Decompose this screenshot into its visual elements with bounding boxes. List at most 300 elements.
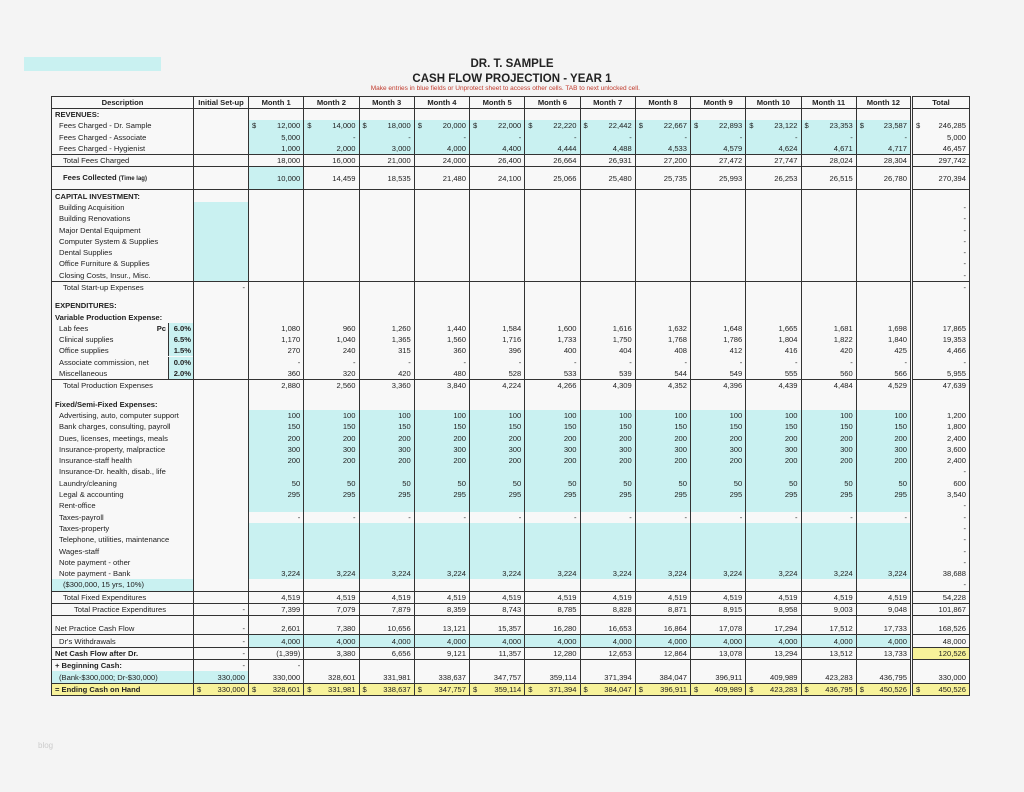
cell-value: - bbox=[297, 357, 301, 367]
month-6-cell[interactable] bbox=[525, 635, 580, 647]
percent-input[interactable]: 1.5% bbox=[168, 345, 193, 356]
row-label-text: Total Fixed Expenditures bbox=[63, 592, 147, 602]
month-7-cell[interactable] bbox=[580, 466, 635, 477]
month-3-cell[interactable] bbox=[359, 143, 414, 155]
month-4-cell[interactable] bbox=[414, 143, 469, 155]
month-4-cell[interactable] bbox=[414, 132, 469, 143]
initial-setup-cell bbox=[194, 357, 249, 368]
month-8-cell[interactable] bbox=[635, 132, 690, 143]
month-9-cell[interactable] bbox=[691, 489, 746, 500]
month-3-cell bbox=[359, 247, 414, 258]
month-11-cell[interactable] bbox=[801, 478, 856, 489]
month-2-cell bbox=[304, 368, 359, 380]
month-12-cell[interactable] bbox=[856, 500, 911, 511]
month-10-cell[interactable] bbox=[746, 421, 801, 432]
month-5-cell[interactable] bbox=[470, 545, 525, 556]
row-label-text: Insurance-property, malpractice bbox=[59, 444, 166, 454]
cell-value: - bbox=[904, 132, 907, 142]
month-7-cell[interactable] bbox=[580, 545, 635, 556]
month-12-cell[interactable] bbox=[856, 534, 911, 545]
month-8-cell[interactable] bbox=[635, 421, 690, 432]
month-10-cell[interactable] bbox=[746, 523, 801, 534]
month-11-cell[interactable] bbox=[801, 568, 856, 579]
initial-setup-cell[interactable] bbox=[194, 224, 249, 235]
percent-input[interactable]: 6.0% bbox=[168, 323, 193, 334]
month-1-cell[interactable] bbox=[249, 523, 304, 534]
month-9-cell[interactable] bbox=[691, 120, 746, 131]
month-3-cell[interactable] bbox=[359, 455, 414, 466]
month-12-cell[interactable] bbox=[856, 120, 911, 131]
month-4-cell[interactable] bbox=[414, 421, 469, 432]
month-2-cell[interactable] bbox=[304, 523, 359, 534]
cell-value: 4,000 bbox=[391, 636, 411, 646]
month-2-cell[interactable] bbox=[304, 444, 359, 455]
month-3-cell[interactable] bbox=[359, 466, 414, 477]
month-7-cell bbox=[580, 300, 635, 311]
month-10-cell[interactable] bbox=[746, 132, 801, 143]
month-6-cell[interactable] bbox=[525, 120, 580, 131]
month-11-cell[interactable] bbox=[801, 120, 856, 131]
initial-setup-cell[interactable] bbox=[194, 247, 249, 258]
month-5-cell[interactable] bbox=[470, 421, 525, 432]
month-5-cell[interactable] bbox=[470, 500, 525, 511]
month-1-cell[interactable] bbox=[249, 478, 304, 489]
month-9-cell[interactable] bbox=[691, 635, 746, 647]
month-5-cell[interactable] bbox=[470, 132, 525, 143]
month-6-cell[interactable] bbox=[525, 500, 580, 511]
month-12-cell[interactable] bbox=[856, 466, 911, 477]
cell-value: 3,000 bbox=[391, 144, 411, 154]
month-10-cell[interactable] bbox=[746, 635, 801, 647]
month-2-cell[interactable] bbox=[304, 557, 359, 568]
month-11-cell[interactable] bbox=[801, 635, 856, 647]
month-3-cell[interactable] bbox=[359, 635, 414, 647]
month-2-cell[interactable] bbox=[304, 500, 359, 511]
month-5-cell[interactable] bbox=[470, 478, 525, 489]
month-2-cell bbox=[304, 616, 359, 624]
month-6-cell[interactable] bbox=[525, 545, 580, 556]
cell-value: 330,000 bbox=[938, 672, 966, 682]
month-1-cell[interactable] bbox=[249, 143, 304, 155]
initial-setup-cell[interactable] bbox=[194, 671, 249, 683]
month-7-cell[interactable] bbox=[580, 500, 635, 511]
month-2-cell[interactable] bbox=[304, 143, 359, 155]
cell-value: - bbox=[850, 357, 853, 367]
month-1-cell[interactable] bbox=[249, 557, 304, 568]
month-5-cell[interactable] bbox=[470, 489, 525, 500]
month-1-cell[interactable] bbox=[249, 421, 304, 432]
month-1-cell[interactable] bbox=[249, 534, 304, 545]
month-3-cell[interactable] bbox=[359, 478, 414, 489]
month-5-cell bbox=[470, 213, 525, 224]
month-8-cell[interactable] bbox=[635, 500, 690, 511]
month-7-cell[interactable] bbox=[580, 489, 635, 500]
month-2-cell[interactable] bbox=[304, 478, 359, 489]
month-9-cell[interactable] bbox=[691, 466, 746, 477]
cell-value: 4,309 bbox=[612, 381, 632, 391]
month-7-cell[interactable] bbox=[580, 534, 635, 545]
month-7-cell[interactable] bbox=[580, 635, 635, 647]
table-row bbox=[52, 545, 970, 556]
month-3-cell[interactable] bbox=[359, 444, 414, 455]
month-7-cell[interactable] bbox=[580, 568, 635, 579]
month-6-cell[interactable] bbox=[525, 410, 580, 421]
month-10-cell[interactable] bbox=[746, 545, 801, 556]
month-5-cell[interactable] bbox=[470, 143, 525, 155]
month-5-cell[interactable] bbox=[470, 557, 525, 568]
cell-value: 48,000 bbox=[942, 636, 966, 646]
month-9-cell[interactable] bbox=[691, 444, 746, 455]
month-6-cell[interactable] bbox=[525, 523, 580, 534]
month-5-cell[interactable] bbox=[470, 568, 525, 579]
month-12-cell[interactable] bbox=[856, 432, 911, 443]
month-4-cell[interactable] bbox=[414, 120, 469, 131]
month-6-cell bbox=[525, 683, 580, 695]
month-9-cell[interactable] bbox=[691, 523, 746, 534]
cell-value: 50 bbox=[457, 478, 466, 488]
month-4-cell[interactable] bbox=[414, 568, 469, 579]
month-8-cell[interactable] bbox=[635, 545, 690, 556]
month-1-cell[interactable] bbox=[249, 466, 304, 477]
month-8-cell bbox=[635, 399, 690, 410]
month-9-cell[interactable] bbox=[691, 557, 746, 568]
month-12-cell[interactable] bbox=[856, 478, 911, 489]
month-2-cell[interactable] bbox=[304, 489, 359, 500]
month-11-cell[interactable] bbox=[801, 534, 856, 545]
month-8-cell[interactable] bbox=[635, 432, 690, 443]
month-6-cell[interactable] bbox=[525, 534, 580, 545]
month-4-cell[interactable] bbox=[414, 635, 469, 647]
currency-symbol: $ bbox=[417, 121, 422, 131]
month-12-cell bbox=[856, 357, 911, 368]
cell-value: 50 bbox=[844, 478, 853, 488]
total-cell bbox=[912, 323, 970, 334]
initial-setup-cell[interactable] bbox=[194, 258, 249, 269]
month-7-cell bbox=[580, 368, 635, 380]
month-12-cell[interactable] bbox=[856, 455, 911, 466]
table-row bbox=[52, 647, 970, 659]
month-5-cell[interactable] bbox=[470, 466, 525, 477]
month-6-cell bbox=[525, 224, 580, 235]
month-10-cell[interactable] bbox=[746, 489, 801, 500]
month-7-cell bbox=[580, 311, 635, 322]
month-12-cell[interactable] bbox=[856, 421, 911, 432]
row-label bbox=[52, 167, 194, 190]
cell-value: 566 bbox=[894, 369, 907, 379]
month-9-cell[interactable] bbox=[691, 421, 746, 432]
cell-value: - bbox=[518, 132, 522, 142]
cell-value: 360 bbox=[287, 369, 301, 379]
month-2-cell[interactable] bbox=[304, 466, 359, 477]
month-1-cell[interactable] bbox=[249, 455, 304, 466]
month-11-cell bbox=[801, 202, 856, 213]
cell-value: - bbox=[352, 132, 356, 142]
month-3-cell[interactable] bbox=[359, 489, 414, 500]
initial-setup-cell[interactable] bbox=[194, 270, 249, 282]
month-3-cell[interactable] bbox=[359, 500, 414, 511]
month-2-cell[interactable] bbox=[304, 421, 359, 432]
initial-setup-cell[interactable] bbox=[194, 202, 249, 213]
month-7-cell[interactable] bbox=[580, 143, 635, 155]
cell-value: - bbox=[963, 535, 966, 545]
month-6-cell[interactable] bbox=[525, 466, 580, 477]
month-7-cell[interactable] bbox=[580, 421, 635, 432]
month-8-cell[interactable] bbox=[635, 120, 690, 131]
month-9-cell[interactable] bbox=[691, 545, 746, 556]
cell-value: 16,280 bbox=[553, 624, 577, 634]
month-2-cell[interactable] bbox=[304, 120, 359, 131]
month-3-cell[interactable] bbox=[359, 132, 414, 143]
month-9-cell[interactable] bbox=[691, 410, 746, 421]
month-6-cell[interactable] bbox=[525, 568, 580, 579]
month-7-cell[interactable] bbox=[580, 523, 635, 534]
month-11-cell bbox=[801, 323, 856, 334]
month-1-cell[interactable] bbox=[249, 635, 304, 647]
month-2-cell bbox=[304, 190, 359, 202]
month-12-cell[interactable] bbox=[856, 132, 911, 143]
month-11-cell[interactable] bbox=[801, 523, 856, 534]
month-1-cell[interactable] bbox=[249, 489, 304, 500]
month-12-cell[interactable] bbox=[856, 635, 911, 647]
month-1-cell[interactable] bbox=[249, 568, 304, 579]
month-4-cell[interactable] bbox=[414, 523, 469, 534]
month-8-cell[interactable] bbox=[635, 557, 690, 568]
total-cell bbox=[912, 660, 970, 672]
month-1-cell[interactable] bbox=[249, 545, 304, 556]
month-11-cell[interactable] bbox=[801, 466, 856, 477]
month-10-cell[interactable] bbox=[746, 455, 801, 466]
month-1-cell[interactable] bbox=[249, 132, 304, 143]
month-6-cell[interactable] bbox=[525, 444, 580, 455]
month-10-cell[interactable] bbox=[746, 143, 801, 155]
month-2-cell[interactable] bbox=[304, 432, 359, 443]
month-4-cell[interactable] bbox=[414, 557, 469, 568]
month-9-cell[interactable] bbox=[691, 568, 746, 579]
cell-value: - bbox=[739, 132, 743, 142]
month-6-cell bbox=[525, 311, 580, 322]
month-4-cell[interactable] bbox=[414, 478, 469, 489]
month-4-cell[interactable] bbox=[414, 466, 469, 477]
initial-setup-cell[interactable] bbox=[194, 213, 249, 224]
month-11-cell[interactable] bbox=[801, 500, 856, 511]
month-10-cell[interactable] bbox=[746, 120, 801, 131]
month-11-cell[interactable] bbox=[801, 421, 856, 432]
month-3-cell[interactable] bbox=[359, 432, 414, 443]
month-3-cell[interactable] bbox=[359, 545, 414, 556]
month-2-cell[interactable] bbox=[304, 455, 359, 466]
cell-value: - bbox=[352, 357, 356, 367]
month-10-cell[interactable] bbox=[746, 557, 801, 568]
month-4-cell[interactable] bbox=[414, 410, 469, 421]
month-6-cell[interactable] bbox=[525, 489, 580, 500]
row-label-text: Variable Production Expense: bbox=[55, 312, 163, 322]
month-5-cell[interactable] bbox=[470, 120, 525, 131]
month-6-cell[interactable] bbox=[525, 132, 580, 143]
percent-input[interactable]: 6.5% bbox=[168, 334, 193, 345]
total-cell bbox=[912, 444, 970, 455]
cell-value: 295 bbox=[619, 490, 632, 500]
month-11-cell[interactable] bbox=[801, 132, 856, 143]
month-9-cell[interactable] bbox=[691, 143, 746, 155]
month-6-cell[interactable] bbox=[525, 432, 580, 443]
month-5-cell[interactable] bbox=[470, 410, 525, 421]
month-2-cell[interactable] bbox=[304, 534, 359, 545]
month-7-cell[interactable] bbox=[580, 444, 635, 455]
month-7-cell[interactable] bbox=[580, 432, 635, 443]
month-10-cell[interactable] bbox=[746, 534, 801, 545]
month-10-cell[interactable] bbox=[746, 444, 801, 455]
cell-value: - bbox=[904, 357, 907, 367]
month-12-cell[interactable] bbox=[856, 489, 911, 500]
month-8-cell[interactable] bbox=[635, 635, 690, 647]
month-3-cell[interactable] bbox=[359, 523, 414, 534]
month-11-cell[interactable] bbox=[801, 455, 856, 466]
month-4-cell[interactable] bbox=[414, 500, 469, 511]
month-2-cell[interactable] bbox=[304, 132, 359, 143]
month-2-cell[interactable] bbox=[304, 410, 359, 421]
month-6-cell[interactable] bbox=[525, 421, 580, 432]
month-7-cell[interactable] bbox=[580, 455, 635, 466]
month-5-cell[interactable] bbox=[470, 444, 525, 455]
cell-value: 26,515 bbox=[829, 173, 853, 183]
month-8-cell[interactable] bbox=[635, 410, 690, 421]
month-3-cell[interactable] bbox=[359, 120, 414, 131]
month-7-cell bbox=[580, 224, 635, 235]
month-12-cell[interactable] bbox=[856, 545, 911, 556]
row-label-text: Insurance-Dr. health, disab., life bbox=[59, 467, 166, 477]
month-6-cell bbox=[525, 399, 580, 410]
month-8-cell[interactable] bbox=[635, 466, 690, 477]
month-10-cell[interactable] bbox=[746, 568, 801, 579]
month-4-cell[interactable] bbox=[414, 444, 469, 455]
cell-value: 100 bbox=[398, 410, 411, 420]
month-4-cell[interactable] bbox=[414, 534, 469, 545]
month-9-cell[interactable] bbox=[691, 432, 746, 443]
month-6-cell[interactable] bbox=[525, 557, 580, 568]
month-8-cell[interactable] bbox=[635, 478, 690, 489]
cell-value: 2,880 bbox=[281, 381, 301, 391]
month-5-cell bbox=[470, 660, 525, 672]
month-1-cell[interactable] bbox=[249, 444, 304, 455]
month-8-cell[interactable] bbox=[635, 523, 690, 534]
cell-value: 200 bbox=[563, 433, 577, 443]
month-12-cell[interactable] bbox=[856, 444, 911, 455]
month-12-cell[interactable] bbox=[856, 143, 911, 155]
cell-value: 347,757 bbox=[493, 672, 522, 682]
month-8-cell[interactable] bbox=[635, 568, 690, 579]
cell-value: 450,526 bbox=[938, 684, 966, 694]
month-6-cell[interactable] bbox=[525, 478, 580, 489]
month-4-cell[interactable] bbox=[414, 455, 469, 466]
month-3-cell[interactable] bbox=[359, 421, 414, 432]
month-12-cell[interactable] bbox=[856, 523, 911, 534]
month-2-cell[interactable] bbox=[304, 635, 359, 647]
month-12-cell[interactable] bbox=[856, 557, 911, 568]
month-3-cell[interactable] bbox=[359, 534, 414, 545]
month-9-cell[interactable] bbox=[691, 455, 746, 466]
month-4-cell[interactable] bbox=[414, 489, 469, 500]
month-11-cell[interactable] bbox=[801, 489, 856, 500]
month-3-cell[interactable] bbox=[359, 410, 414, 421]
month-10-cell[interactable] bbox=[746, 500, 801, 511]
month-1-cell[interactable] bbox=[249, 167, 304, 190]
row-label-text: Dues, licenses, meetings, meals bbox=[59, 433, 168, 443]
month-2-cell[interactable] bbox=[304, 545, 359, 556]
month-4-cell[interactable] bbox=[414, 432, 469, 443]
month-10-cell[interactable] bbox=[746, 478, 801, 489]
month-10-cell[interactable] bbox=[746, 432, 801, 443]
month-7-cell[interactable] bbox=[580, 132, 635, 143]
month-8-cell[interactable] bbox=[635, 143, 690, 155]
cell-value: 4,519 bbox=[887, 592, 907, 602]
month-5-cell[interactable] bbox=[470, 534, 525, 545]
month-11-cell[interactable] bbox=[801, 444, 856, 455]
month-8-cell[interactable] bbox=[635, 489, 690, 500]
month-11-cell[interactable] bbox=[801, 557, 856, 568]
month-8-cell[interactable] bbox=[635, 534, 690, 545]
month-5-cell[interactable] bbox=[470, 635, 525, 647]
month-8-cell[interactable] bbox=[635, 444, 690, 455]
table-row bbox=[52, 190, 970, 202]
month-7-cell[interactable] bbox=[580, 478, 635, 489]
month-12-cell[interactable] bbox=[856, 568, 911, 579]
month-8-cell[interactable] bbox=[635, 455, 690, 466]
month-1-cell bbox=[249, 345, 304, 356]
month-10-cell[interactable] bbox=[746, 410, 801, 421]
month-1-cell[interactable] bbox=[249, 432, 304, 443]
month-9-cell[interactable] bbox=[691, 132, 746, 143]
month-1-cell[interactable] bbox=[249, 120, 304, 131]
month-9-cell[interactable] bbox=[691, 534, 746, 545]
month-1-cell[interactable] bbox=[249, 500, 304, 511]
month-3-cell[interactable] bbox=[359, 557, 414, 568]
month-7-cell[interactable] bbox=[580, 120, 635, 131]
month-11-cell[interactable] bbox=[801, 143, 856, 155]
month-5-cell[interactable] bbox=[470, 455, 525, 466]
month-3-cell[interactable] bbox=[359, 568, 414, 579]
month-11-cell[interactable] bbox=[801, 545, 856, 556]
month-7-cell[interactable] bbox=[580, 410, 635, 421]
month-11-cell[interactable] bbox=[801, 410, 856, 421]
table-row bbox=[52, 635, 970, 647]
month-5-cell bbox=[470, 247, 525, 258]
cell-value: 300 bbox=[563, 444, 577, 454]
month-5-cell[interactable] bbox=[470, 432, 525, 443]
month-7-cell[interactable] bbox=[580, 557, 635, 568]
month-12-cell[interactable] bbox=[856, 410, 911, 421]
row-label bbox=[52, 281, 194, 293]
column-header: Month 8 bbox=[635, 97, 690, 109]
percent-input[interactable]: 0.0% bbox=[168, 357, 193, 368]
month-1-cell[interactable] bbox=[249, 410, 304, 421]
month-11-cell[interactable] bbox=[801, 432, 856, 443]
month-9-cell[interactable] bbox=[691, 478, 746, 489]
month-6-cell[interactable] bbox=[525, 143, 580, 155]
month-5-cell[interactable] bbox=[470, 523, 525, 534]
initial-setup-cell bbox=[194, 568, 249, 579]
month-11-cell bbox=[801, 623, 856, 635]
month-6-cell[interactable] bbox=[525, 455, 580, 466]
month-4-cell[interactable] bbox=[414, 545, 469, 556]
table-row bbox=[52, 444, 970, 455]
month-9-cell[interactable] bbox=[691, 500, 746, 511]
month-2-cell[interactable] bbox=[304, 568, 359, 579]
cell-value: - bbox=[518, 357, 522, 367]
percent-input[interactable]: 2.0% bbox=[168, 368, 193, 379]
month-1-cell bbox=[249, 616, 304, 624]
initial-setup-cell[interactable] bbox=[194, 236, 249, 247]
month-10-cell[interactable] bbox=[746, 466, 801, 477]
